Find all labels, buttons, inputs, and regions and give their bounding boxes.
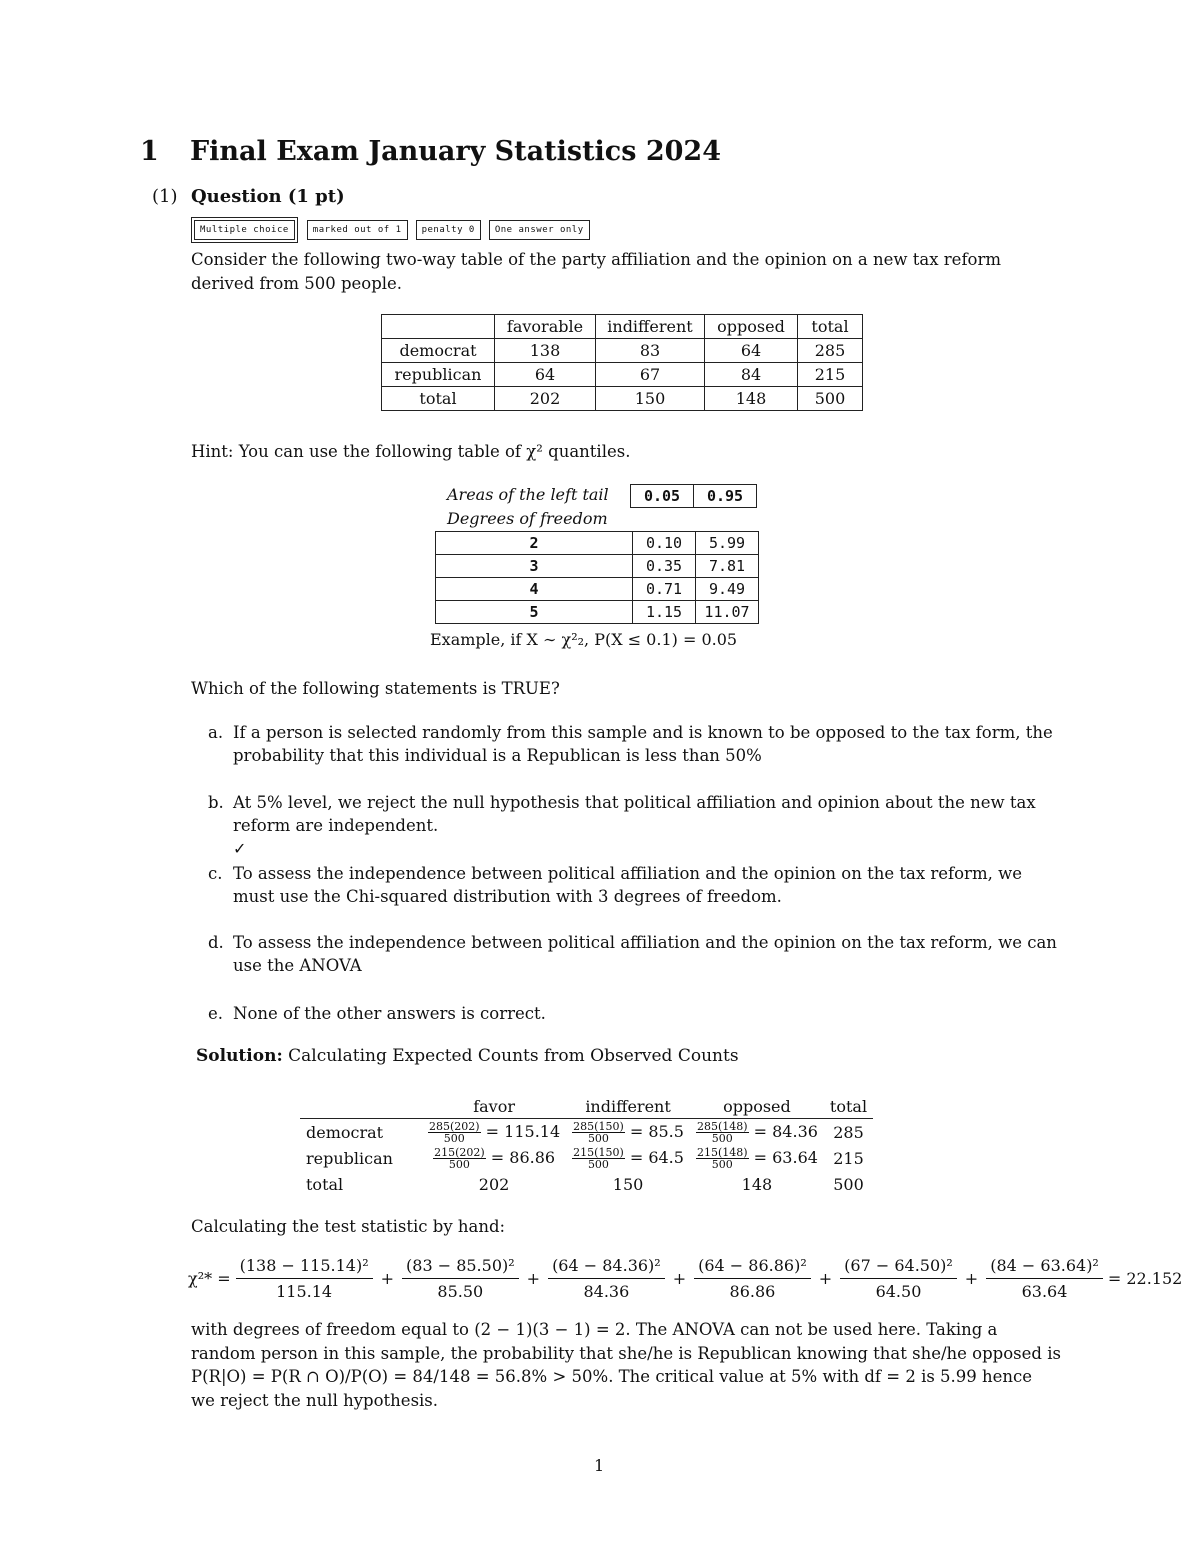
expected-cell: $\frac{215(202)}{500}$ = 86.86 xyxy=(434,1145,556,1171)
badge-marks: marked out of 1 xyxy=(307,220,408,240)
table-cell: 0.71 xyxy=(633,578,696,601)
plus-sign: + xyxy=(672,1269,687,1288)
question-number: (1) xyxy=(152,186,178,207)
table-header: favor xyxy=(422,1094,566,1119)
chi-tail-headers xyxy=(630,484,757,508)
table-row xyxy=(300,1171,873,1197)
table-cell: 148 xyxy=(741,1174,773,1194)
option-e[interactable] xyxy=(208,1002,1063,1025)
equation-result: = 22.152 xyxy=(1107,1269,1183,1288)
table-row xyxy=(300,1145,873,1171)
badge-question-type: Multiple choice xyxy=(194,220,295,240)
expected-cell: $\frac{215(148)}{500}$ = 63.64 xyxy=(696,1145,818,1171)
solution-label: Solution: xyxy=(196,1046,283,1066)
page-number: 1 xyxy=(594,1456,605,1475)
table-cell: 138 xyxy=(495,339,596,363)
question-title: Question (1 pt) xyxy=(191,186,345,207)
option-text: To assess the independence between political affiliation and the opinion on the tax reform, we can use the ANOVA xyxy=(233,933,1057,975)
section-number: 1 xyxy=(140,136,159,167)
table-cell: 84 xyxy=(705,363,798,387)
table-cell: 202 xyxy=(478,1174,510,1194)
badge-penalty: penalty 0 xyxy=(416,220,481,240)
chi-table-labels xyxy=(447,483,609,531)
question-badges xyxy=(191,220,590,240)
equation-term: $\frac{\text{(64 − 86.86)²}}{86.86}$ xyxy=(694,1256,811,1301)
df-cell: 2 xyxy=(436,532,633,555)
question-intro: Consider the following two-way table of the party affiliation and the opinion on a new tax reform derived from 500 people. xyxy=(191,250,1002,293)
row-label: total xyxy=(306,1174,344,1194)
table-cell: 500 xyxy=(833,1174,864,1194)
df-label: Degrees of freedom xyxy=(447,509,608,528)
solution-heading xyxy=(196,1046,739,1066)
option-b[interactable] xyxy=(208,791,1063,860)
row-label: republican xyxy=(382,363,495,387)
df-cell: 4 xyxy=(436,578,633,601)
chi-example: Example, if X ∼ χ²₂, P(X ≤ 0.1) = 0.05 xyxy=(430,630,738,649)
row-label: republican xyxy=(306,1148,393,1168)
expected-cell: $\frac{215(150)}{500}$ = 64.5 xyxy=(573,1145,684,1171)
table-header: total xyxy=(824,1094,873,1119)
option-text: At 5% level, we reject the null hypothesis that political affiliation and opinion about the new tax reform are independent. xyxy=(233,793,1036,835)
table-row xyxy=(300,1119,873,1146)
table-row xyxy=(382,315,863,339)
hint-text: Hint: You can use the following table of χ² quantiles. xyxy=(191,442,631,461)
table-row xyxy=(436,578,759,601)
table-cell: 150 xyxy=(612,1174,644,1194)
expected-cell: $\frac{285(150)}{500}$ = 85.5 xyxy=(573,1119,684,1145)
row-label: total xyxy=(382,387,495,411)
equation-term: $\frac{\text{(67 − 64.50)²}}{64.50}$ xyxy=(840,1256,957,1301)
table-cell: 500 xyxy=(798,387,863,411)
table-header: favorable xyxy=(495,315,596,339)
table-row xyxy=(382,363,863,387)
df-cell: 5 xyxy=(436,601,633,624)
table-cell: 11.07 xyxy=(696,601,759,624)
option-c[interactable] xyxy=(208,862,1063,908)
table-cell: 7.81 xyxy=(696,555,759,578)
table-header: indifferent xyxy=(566,1094,690,1119)
table-cell: 150 xyxy=(596,387,705,411)
solution-conclusion: with degrees of freedom equal to (2 − 1)(3 − 1) = 2. The ANOVA can not be used here. Taking a random person in this sample, the probability that she/he is Republican knowing that she/he opposed is P(R|O) = P(R ∩ O)/P(O) = 84/148 = 56.8% > 50%. The critical value at 5% with df = 2 is 5.99 hence we reject the null hypothesis. xyxy=(191,1320,1061,1410)
table-row xyxy=(436,555,759,578)
option-text: To assess the independence between political affiliation and the opinion on the tax reform, we must use the Chi-squared distribution with 3 degrees of freedom. xyxy=(233,864,1022,906)
row-label: democrat xyxy=(382,339,495,363)
table-cell: 1.15 xyxy=(633,601,696,624)
badge-answer-mode: One answer only xyxy=(489,220,590,240)
plus-sign: + xyxy=(818,1269,833,1288)
tail-header: 0.95 xyxy=(694,485,757,508)
correct-check-icon: ✓ xyxy=(233,839,247,858)
table-cell: 285 xyxy=(798,339,863,363)
table-header: total xyxy=(798,315,863,339)
option-label: b. xyxy=(208,793,224,812)
table-cell: 67 xyxy=(596,363,705,387)
equation-term: $\frac{\text{(64 − 84.36)²}}{84.36}$ xyxy=(548,1256,665,1301)
row-label: democrat xyxy=(306,1122,384,1142)
table-row xyxy=(436,601,759,624)
plus-sign: + xyxy=(380,1269,395,1288)
table-header: opposed xyxy=(690,1094,824,1119)
option-label: d. xyxy=(208,933,224,952)
table-cell: 202 xyxy=(495,387,596,411)
solution-title: Calculating Expected Counts from Observed Counts xyxy=(288,1046,739,1066)
expected-cell: $\frac{285(148)}{500}$ = 84.36 xyxy=(696,1119,818,1145)
table-cell: 64 xyxy=(705,339,798,363)
table-row xyxy=(300,1094,873,1119)
option-a[interactable] xyxy=(208,721,1063,767)
chi-square-table xyxy=(435,531,759,624)
table-cell: 215 xyxy=(798,363,863,387)
two-way-table xyxy=(381,314,863,411)
equation-term: $\frac{\text{(138 − 115.14)²}}{115.14}$ xyxy=(236,1256,373,1301)
areas-label: Areas of the left tail xyxy=(447,485,609,504)
table-header xyxy=(300,1094,422,1119)
table-cell: 5.99 xyxy=(696,532,759,555)
calc-label: Calculating the test statistic by hand: xyxy=(191,1217,506,1236)
chi-square-equation xyxy=(188,1256,1182,1301)
table-cell: 215 xyxy=(833,1148,864,1168)
table-row xyxy=(436,532,759,555)
table-cell: 148 xyxy=(705,387,798,411)
table-cell: 0.10 xyxy=(633,532,696,555)
expected-cell: $\frac{285(202)}{500}$ = 115.14 xyxy=(429,1119,561,1145)
option-label: c. xyxy=(208,864,223,883)
df-cell: 3 xyxy=(436,555,633,578)
equation-lhs: χ²* = xyxy=(188,1269,231,1288)
table-cell: 83 xyxy=(596,339,705,363)
table-row xyxy=(382,387,863,411)
option-label: e. xyxy=(208,1004,224,1023)
option-text: If a person is selected randomly from this sample and is known to be opposed to the tax form, the probability that this individual is a Republican is less than 50% xyxy=(233,723,1053,765)
table-cell: 9.49 xyxy=(696,578,759,601)
section-title: Final Exam January Statistics 2024 xyxy=(190,136,721,167)
table-cell: 285 xyxy=(833,1122,864,1142)
option-text: None of the other answers is correct. xyxy=(233,1004,546,1023)
option-d[interactable] xyxy=(208,931,1063,977)
tail-header: 0.05 xyxy=(631,485,694,508)
plus-sign: + xyxy=(526,1269,541,1288)
equation-term: $\frac{\text{(84 − 63.64)²}}{63.64}$ xyxy=(986,1256,1103,1301)
table-header: indifferent xyxy=(596,315,705,339)
question-prompt: Which of the following statements is TRUE? xyxy=(191,679,560,698)
option-label: a. xyxy=(208,723,224,742)
plus-sign: + xyxy=(964,1269,979,1288)
table-header: opposed xyxy=(705,315,798,339)
equation-term: $\frac{\text{(83 − 85.50)²}}{85.50}$ xyxy=(402,1256,519,1301)
expected-counts-table xyxy=(300,1094,873,1197)
table-row xyxy=(382,339,863,363)
table-cell xyxy=(382,315,495,339)
table-cell: 0.35 xyxy=(633,555,696,578)
table-cell: 64 xyxy=(495,363,596,387)
